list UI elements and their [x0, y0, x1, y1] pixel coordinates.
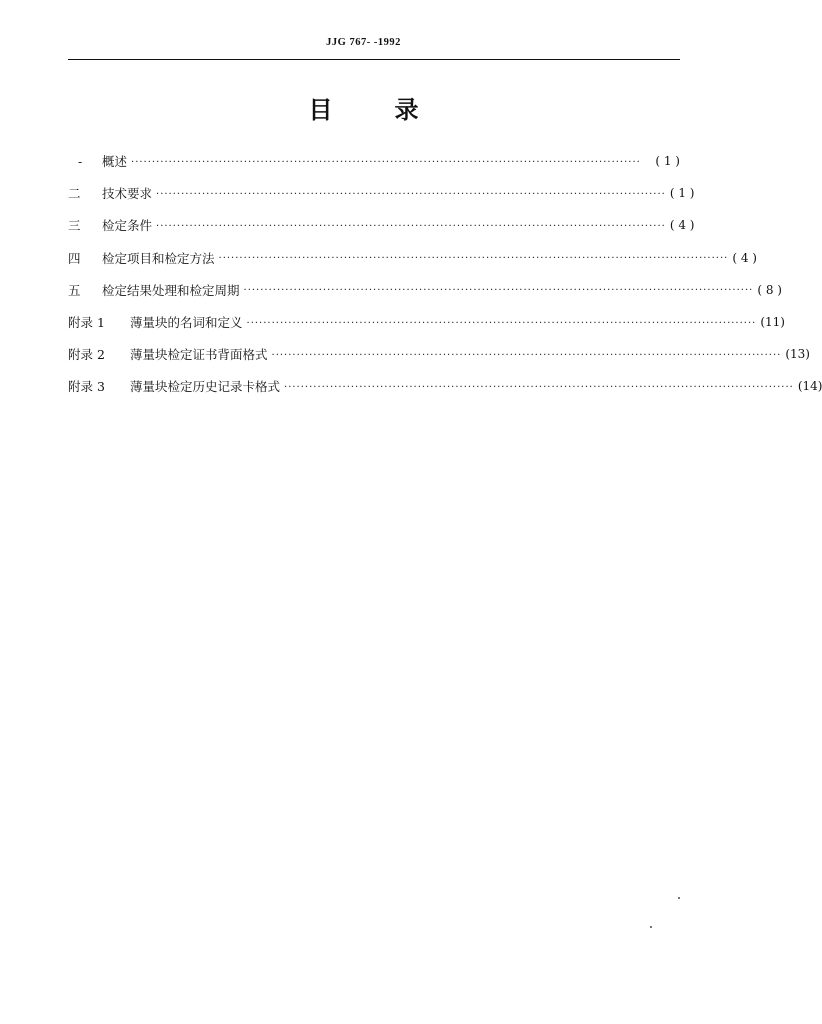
- toc-entry-label: 薄量块检定历史记录卡格式: [130, 379, 281, 395]
- standard-code-header: JJG 767- -1992: [326, 37, 401, 48]
- toc-entry-number: 附录 2: [68, 347, 105, 363]
- toc-entry[interactable]: [68, 306, 785, 338]
- toc-entry-page: (13): [785, 347, 810, 362]
- toc-entry-label: 薄量块的名词和定义: [130, 315, 243, 331]
- toc-entry-page: (14): [797, 379, 822, 394]
- dot-leader: ··························································································································: [284, 381, 794, 393]
- toc-entry-label: 检定结果处理和检定周期: [102, 282, 240, 298]
- toc-entry-number: 二: [68, 186, 81, 202]
- header-rule: [68, 59, 680, 60]
- toc-entry[interactable]: [68, 145, 680, 177]
- toc-entry-label: 检定条件: [102, 218, 153, 234]
- toc-entry-number: 四: [68, 250, 81, 266]
- toc-entry-page: (11): [760, 315, 785, 330]
- toc-entry-label: 概述: [102, 154, 128, 170]
- toc-entry-number: 五: [68, 282, 81, 298]
- scan-speck: [650, 926, 652, 928]
- toc-entry-page: ( 1 ): [655, 154, 680, 169]
- dot-leader: ··························································································································: [246, 317, 757, 329]
- toc-entry[interactable]: [68, 370, 822, 402]
- toc-entry[interactable]: [68, 209, 695, 241]
- scan-speck: [678, 897, 680, 899]
- dot-leader: ··························································································································: [243, 285, 754, 297]
- toc-entry-label: 检定项目和检定方法: [102, 250, 215, 266]
- toc-entry-page: ( 4 ): [669, 218, 695, 233]
- dot-leader: ··························································································································: [271, 349, 782, 361]
- toc-entry[interactable]: [68, 274, 782, 306]
- toc-entry-number: -: [78, 153, 83, 169]
- dot-leader: ··························································································································: [131, 156, 641, 168]
- toc-entry-number: 三: [68, 218, 81, 234]
- toc-entry-label: 技术要求: [102, 186, 153, 202]
- toc-title-char-1: 目: [308, 96, 333, 124]
- toc-entry[interactable]: [68, 242, 757, 274]
- toc-entry-label: 薄量块检定证书背面格式: [130, 347, 268, 363]
- toc-entry[interactable]: [68, 338, 810, 370]
- table-of-contents: [68, 145, 822, 403]
- toc-title: [0, 90, 727, 125]
- toc-entry[interactable]: [68, 177, 695, 209]
- dot-leader: ··························································································································: [156, 220, 666, 232]
- dot-leader: ··························································································································: [156, 188, 666, 200]
- toc-entry-page: ( 1 ): [669, 186, 695, 201]
- toc-entry-number: 附录 3: [68, 379, 105, 395]
- toc-entry-number: 附录 1: [68, 315, 105, 331]
- dot-leader: ··························································································································: [218, 253, 729, 265]
- toc-entry-page: ( 8 ): [757, 282, 782, 297]
- toc-entry-page: ( 4 ): [732, 250, 757, 265]
- toc-title-char-2: 录: [394, 96, 419, 124]
